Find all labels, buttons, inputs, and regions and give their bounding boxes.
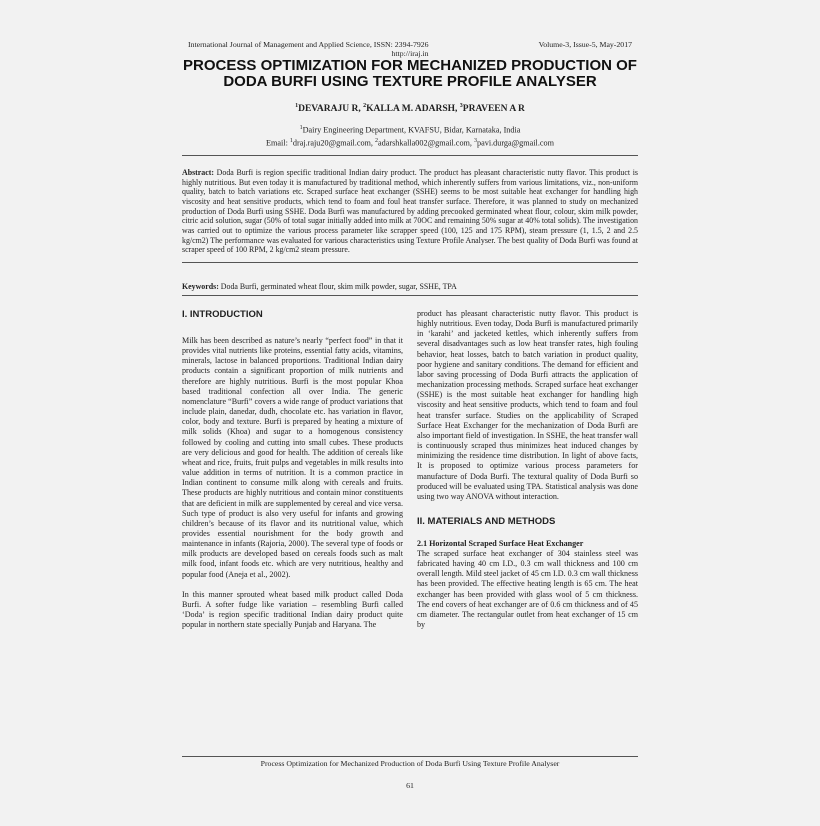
- right-column: [417, 309, 638, 630]
- keywords-label: Keywords:: [182, 282, 219, 291]
- affiliation-index: 1: [299, 125, 303, 131]
- email-index: 1: [289, 137, 293, 144]
- email-3[interactable]: pavi.durga@gmail.com: [477, 138, 554, 148]
- author-list: [180, 100, 640, 115]
- affiliation: [180, 123, 640, 148]
- author-name: PRAVEEN A R: [462, 104, 525, 115]
- running-footer: Process Optimization for Mechanized Production of Doda Burfi Using Texture Profile Analyser: [182, 756, 638, 768]
- left-column: [182, 309, 403, 630]
- abstract-label: Abstract:: [182, 168, 214, 177]
- paper-title: PROCESS OPTIMIZATION FOR MECHANIZED PRODUCTION OF DODA BURFI USING TEXTURE PROFILE ANALYSER: [183, 57, 637, 90]
- author-name: DEVARAJU R,: [298, 104, 364, 115]
- author-index: 1: [295, 103, 299, 109]
- affiliation-line: [180, 123, 640, 136]
- keywords-block: [182, 280, 638, 296]
- abstract-block: [182, 155, 638, 263]
- subsection-heading: 2.1 Horizontal Scraped Surface Heat Exchanger: [417, 538, 584, 548]
- paragraph: In this manner sprouted wheat based milk product called Doda Burfi. A softer fudge like variation – resembling Burfi called ‘Doda’ is region specific traditional Indian dairy product quite popular in northern state specially Punjab and Haryana. The: [182, 589, 403, 630]
- keywords-text: Doda Burfi, germinated wheat flour, skim milk powder, sugar, SSHE, TPA: [218, 282, 457, 291]
- department: Dairy Engineering Department, KVAFSU, Bidar, Karnataka, India: [302, 125, 521, 135]
- paragraph: Milk has been described as nature’s nearly “perfect food” in that it provides vital nutrients like proteins, essential fatty acids, vitamins, minerals, lactose in balanced proportions. Traditional Indian dairy products contain a significant proportion of milk nutrients and therefore are highly nutritious. Burfi is the most popular Khoa based traditional confection all over India. The generic nomenclature “Burfi” covers a wide range of product variations that include plain, danedar, dudh, chocolate etc. has variation in flavor, color, body and texture. Burfi is prepared by heating a mixture of milk solids (Khoa) and sugar to a homogenous consistency followed by cooling and cutting into small cubes. These products are very delicious and good for health. The addition of cereals like wheat and rice, fruits, fruit pulps and vegetables in milk results into value addition in terms of nutrition. It is a common practice in Indian continent to consume milk along with cereals and fruits. These products are highly nutritious and contain minor constituents that are deficient in milk are supplemented by cereal and vice versa. Such type of product is also very useful for infants and growing children’s because of its flavor and its nutritional value, which provides essential nourishment for the body growth and maintenance in infants (Rajoria, 2000). The several type of foods or milk products are developed based on cereals foods such as malt milk food, infant foods etc. which are very nutritious, healthy and popular food (Aneja et al., 2002).: [182, 336, 403, 579]
- email-index: 2: [375, 137, 379, 144]
- email-1[interactable]: draj.raju20@gmail.com,: [292, 138, 376, 148]
- journal-name: International Journal of Management and Applied Science, ISSN: 2394-7926: [188, 40, 429, 49]
- email-line: [180, 136, 640, 149]
- journal-url[interactable]: http://iraj.in: [391, 49, 429, 58]
- email-label: Email:: [266, 138, 290, 148]
- paragraph: product has pleasant characteristic nutty flavor. This product is highly nutritious. Even today, Doda Burfi is manufactured primarily in ‘karahi’ and jacketed kettles, which inherently suffers from several disadvantages such as low heat transfer rates, high fouling behavior, heat losses, batch to batch variation in product quality, poor hygiene and sanitary conditions. The demand for efficient and labor saving processing of Doda Burfi attracts the application of mechanization processing methods. Scraped surface heat exchanger (SSHE) is the most suitable heat exchanger for handling high viscosity and heat sensitive products, which tend to foam and foul heat transfer surface. Studies on the applicability of Scraped Surface Heat Exchanger for the mechanization of Doda Burfi are also important field of investigation. In SSHE, the heat transfer wall is continuously scraped thus minimizes heat induced changes by minimizing the residence time distribution. In light of above facts, It is proposed to optimize various process parameters for manufacture of Doda Burfi. The textural quality of Doda Burfi so produced will be evaluated using TPA. Statistical analysis was done using two way ANOVA without interaction.: [417, 309, 638, 501]
- abstract-text: Doda Burfi is region specific traditional Indian dairy product. The product has pleasant characteristic nutty flavor. This product is highly nutritious. But even today it is manufactured by traditional method, which inherently suffers from various limitations, viz., non-uniform quality, batch to batch variations etc. Scraped surface heat exchanger (SSHE) seems to be most suitable heat exchanger for handling high viscosity and heat sensitive products, which tend to foam and foul heat transfer surface. Therefore, it was planned to study on mechanized production of Doda Burfi using SSHE. Doda Burfi was manufactured by adding precooked germinated wheat flour, colour, skim milk powder, citric acid solution, sugar (50% of total sugar initially added into milk at 70OC and remaining 50% sugar at 40% total solids). The investigation was carried out to optimize the various process parameter like scrapper speed (100, 125 and 175 RPM), steam pressure (1, 1.5, 2 and 2.5 kg/cm2) The performance was evaluated for various characteristics using Texture Profile Analyser. The best quality of Doda Burfi was found at scraper speed of 100 RPM, 2 kg/cm2 steam pressure.: [182, 168, 638, 255]
- author-index: 2: [363, 103, 367, 109]
- author-index: 3: [459, 103, 463, 109]
- page-number: 61: [406, 781, 414, 790]
- email-2[interactable]: adarshkalla002@gmail.com,: [378, 138, 474, 148]
- paragraph: The scraped surface heat exchanger of 304 stainless steel was fabricated having 40 cm I.D., 0.3 cm wall thickness and 100 cm overall length. Mild steel jacket of 45 cm I.D. 0.3 cm wall thickness has been provided. The effective heating length is 65 cm. The heat exchanger has been provided with glass wool of 5 cm thickness. The end covers of heat exchanger are of 0.6 cm thickness and of 45 cm diameter. The rectangular outlet from heat exchanger of 15 cm by: [417, 548, 638, 630]
- email-index: 3: [474, 137, 477, 144]
- volume-info: Volume-3, Issue-5, May-2017: [538, 40, 632, 49]
- author-name: KALLA M. ADARSH,: [366, 104, 460, 115]
- section-heading-materials-methods: II. MATERIALS AND METHODS: [417, 515, 556, 527]
- section-heading-introduction: I. INTRODUCTION: [182, 309, 263, 320]
